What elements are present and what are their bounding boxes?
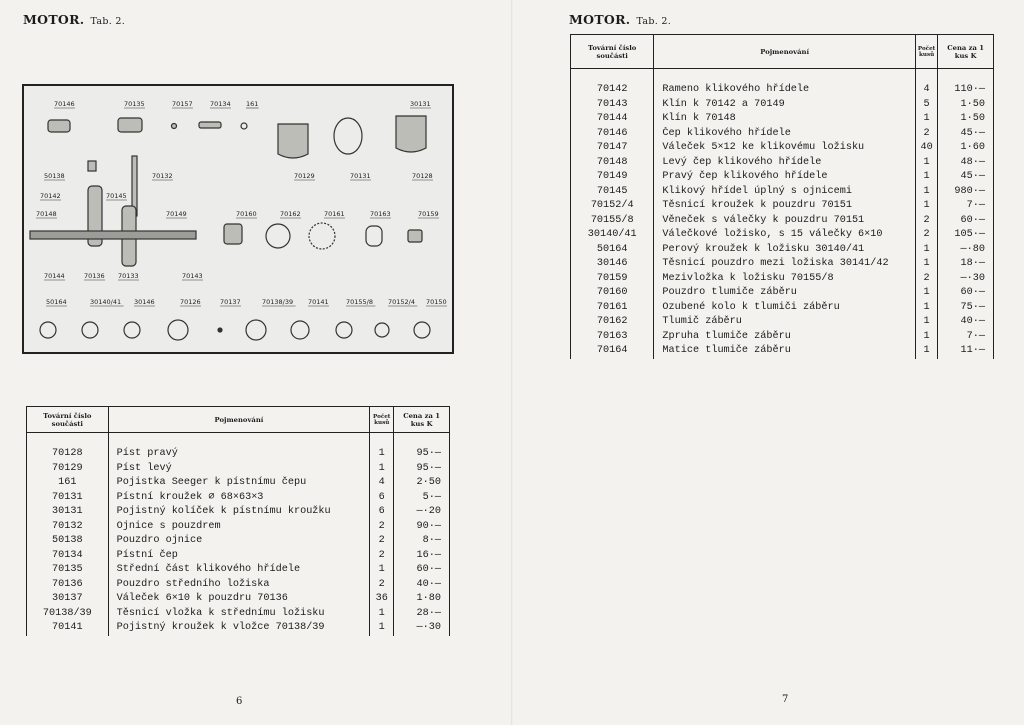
part-code: 70141 [27, 621, 109, 636]
table-row [27, 549, 450, 564]
part-quantity: 2 [370, 520, 394, 535]
part-code: 30146 [571, 257, 654, 272]
part-quantity: 6 [370, 491, 394, 506]
part-code: 70149 [571, 170, 654, 185]
rod-bush-part [88, 161, 96, 171]
part-quantity: 1 [370, 462, 394, 477]
heading-title: MOTOR. [23, 12, 85, 27]
table-row [571, 185, 994, 200]
part-name: Ojnice s pouzdrem [108, 520, 370, 535]
part-price: 48·— [938, 156, 994, 171]
figure-callout-label: 70141 [308, 298, 329, 306]
part-code: 70142 [571, 83, 654, 98]
figure-callout-label: 50164 [46, 298, 67, 306]
part-price: —·20 [394, 505, 450, 520]
left-page-number: 6 [236, 696, 243, 707]
table-row [571, 301, 994, 316]
part-code: 70162 [571, 315, 654, 330]
parts-drawing [24, 86, 452, 352]
part-name: Pístní kroužek ⌀ 68×63×3 [108, 491, 370, 506]
table-row [27, 563, 450, 578]
part-price: 11·— [938, 344, 994, 359]
part-code: 70155/8 [571, 214, 654, 229]
figure-callout-label: 70126 [180, 298, 201, 306]
figure-callout-label: 70133 [118, 272, 139, 280]
part-price: 95·— [394, 447, 450, 462]
table-row [571, 83, 994, 98]
figure-callout-label: 70155/8 [346, 298, 374, 306]
part-code: 161 [27, 476, 109, 491]
crankshaft-part [30, 231, 196, 239]
part-price: —·80 [938, 243, 994, 258]
table-row [571, 286, 994, 301]
part-price: 7·— [938, 199, 994, 214]
figure-callout-label: 30146 [134, 298, 155, 306]
ring-part-3 [124, 322, 140, 338]
part-quantity: 2 [915, 127, 937, 142]
figure-callout-label: 70161 [324, 210, 345, 218]
gear-part [309, 223, 335, 249]
figure-callout-label: 30140/41 [90, 298, 122, 306]
figure-callout-label: 70135 [124, 100, 145, 108]
figure-callout-label: 70144 [44, 272, 65, 280]
part-name: Levý čep klikového hřídele [654, 156, 916, 171]
part-name: Čep klikového hřídele [654, 127, 916, 142]
table-row [571, 330, 994, 345]
table-row [571, 257, 994, 272]
header-price: Cena za 1 kus K [938, 35, 994, 69]
part-code: 70152/4 [571, 199, 654, 214]
table-row [571, 344, 994, 359]
ring-part-9 [414, 322, 430, 338]
part-price: 1·50 [938, 98, 994, 113]
table-row [27, 447, 450, 462]
ring-part-2 [82, 322, 98, 338]
page-gutter [511, 0, 513, 725]
part-code: 30131 [27, 505, 109, 520]
damper-housing-part [224, 224, 242, 244]
part-code: 70128 [27, 447, 109, 462]
part-quantity: 6 [370, 505, 394, 520]
table-row [27, 491, 450, 506]
part-code: 30140/41 [571, 228, 654, 243]
table-row [571, 214, 994, 229]
part-quantity: 36 [370, 592, 394, 607]
table-row [27, 592, 450, 607]
figure-callout-label: 70134 [210, 100, 231, 108]
part-code: 50164 [571, 243, 654, 258]
table-row [27, 520, 450, 535]
table-row [571, 272, 994, 287]
table-row [571, 228, 994, 243]
figure-callout-label: 70157 [172, 100, 193, 108]
part-name: Pojistka Seeger k pístnímu čepu [108, 476, 370, 491]
part-name: Pístní čep [108, 549, 370, 564]
part-name: Pojistný kolíček k pístnímu kroužku [108, 505, 370, 520]
part-code: 70163 [571, 330, 654, 345]
figure-callout-label: 70137 [220, 298, 241, 306]
table-row [571, 243, 994, 258]
part-price: 2·50 [394, 476, 450, 491]
part-price: 45·— [938, 170, 994, 185]
part-code: 70138/39 [27, 607, 109, 622]
right-parts-table [570, 34, 994, 359]
heading-tab: Tab. 2. [90, 16, 126, 27]
part-name: Klikový hřídel úplný s ojnicemi [654, 185, 916, 200]
header-name: Pojmenování [654, 35, 916, 69]
figure-callout-label: 70128 [412, 172, 433, 180]
figure-callout-label: 70149 [166, 210, 187, 218]
figure-callout-label: 70131 [350, 172, 371, 180]
part-price: 28·— [394, 607, 450, 622]
part-quantity: 1 [370, 563, 394, 578]
table-row [27, 534, 450, 549]
crank-center-part [118, 118, 142, 132]
part-quantity: 2 [370, 549, 394, 564]
part-name: Píst pravý [108, 447, 370, 462]
right-page-heading [569, 12, 671, 27]
table-row [27, 578, 450, 593]
part-price: 75·— [938, 301, 994, 316]
part-name: Váleček 6×10 k pouzdru 70136 [108, 592, 370, 607]
part-code: 30137 [27, 592, 109, 607]
key-part [172, 124, 177, 129]
figure-callout-label: 70129 [294, 172, 315, 180]
table-row [571, 199, 994, 214]
piston-pin-part [199, 122, 221, 128]
part-price: 16·— [394, 549, 450, 564]
parts-illustration [22, 84, 454, 354]
ring-part-4 [168, 320, 188, 340]
ring-part-1 [40, 322, 56, 338]
part-code: 50138 [27, 534, 109, 549]
part-price: 1·60 [938, 141, 994, 156]
part-name: Perový kroužek k ložisku 30140/41 [654, 243, 916, 258]
part-price: 105·— [938, 228, 994, 243]
part-quantity: 1 [370, 447, 394, 462]
part-quantity: 4 [915, 83, 937, 98]
table-row [571, 315, 994, 330]
part-quantity: 1 [915, 344, 937, 359]
figure-callout-label: 70142 [40, 192, 61, 200]
part-quantity: 2 [915, 272, 937, 287]
figure-callout-label: 70132 [152, 172, 173, 180]
part-quantity: 1 [370, 607, 394, 622]
table-spacer-row [27, 433, 450, 448]
part-quantity: 1 [915, 170, 937, 185]
part-name: Válečkové ložisko, s 15 válečky 6×10 [654, 228, 916, 243]
table-row [571, 170, 994, 185]
part-price: 18·— [938, 257, 994, 272]
table-row [27, 607, 450, 622]
right-page-number: 7 [782, 694, 789, 705]
figure-callout-label: 70159 [418, 210, 439, 218]
part-name: Klín k 70148 [654, 112, 916, 127]
figure-callout-label: 70143 [182, 272, 203, 280]
table-row [27, 476, 450, 491]
part-name: Pouzdro ojnice [108, 534, 370, 549]
heading-title: MOTOR. [569, 12, 631, 27]
part-price: —·30 [938, 272, 994, 287]
part-quantity: 2 [915, 214, 937, 229]
header-code: Tovární číslo součásti [571, 35, 654, 69]
header-price: Cena za 1 kus K [394, 407, 450, 433]
part-code: 70143 [571, 98, 654, 113]
part-price: —·30 [394, 621, 450, 636]
part-price: 7·— [938, 330, 994, 345]
part-name: Pojistný kroužek k vložce 70138/39 [108, 621, 370, 636]
figure-callout-label: 70136 [84, 272, 105, 280]
figure-callout-label: 30131 [410, 100, 431, 108]
part-code: 70131 [27, 491, 109, 506]
piston-ring-part [334, 118, 362, 154]
part-name: Pouzdro tlumiče záběru [654, 286, 916, 301]
part-code: 70147 [571, 141, 654, 156]
header-code: Tovární číslo součásti [27, 407, 109, 433]
table-row [27, 462, 450, 477]
part-quantity: 1 [915, 330, 937, 345]
part-quantity: 1 [915, 257, 937, 272]
left-page-heading [23, 12, 125, 27]
part-price: 95·— [394, 462, 450, 477]
part-name: Pravý čep klikového hřídele [654, 170, 916, 185]
part-code: 70161 [571, 301, 654, 316]
part-price: 5·— [394, 491, 450, 506]
figure-callout-label: 70146 [54, 100, 75, 108]
circlip-part [241, 123, 247, 129]
part-quantity: 1 [915, 243, 937, 258]
part-price: 110·— [938, 83, 994, 98]
part-code: 70146 [571, 127, 654, 142]
part-name: Těsnicí vložka k střednímu ložisku [108, 607, 370, 622]
ring-part-5 [246, 320, 266, 340]
ring-part-8 [375, 323, 389, 337]
part-price: 40·— [394, 578, 450, 593]
part-name: Mezivložka k ložisku 70155/8 [654, 272, 916, 287]
figure-callout-label: 70162 [280, 210, 301, 218]
part-code: 70164 [571, 344, 654, 359]
part-price: 1·50 [938, 112, 994, 127]
figure-callout-label: 50138 [44, 172, 65, 180]
part-quantity: 1 [915, 286, 937, 301]
part-name: Těsnicí pouzdro mezi ložiska 30141/42 [654, 257, 916, 272]
table-row [27, 621, 450, 636]
part-code: 70148 [571, 156, 654, 171]
crank-pin-part [48, 120, 70, 132]
header-name: Pojmenování [108, 407, 370, 433]
table-row [571, 98, 994, 113]
part-code: 70145 [571, 185, 654, 200]
header-qty: Počet kusů [370, 407, 394, 433]
ring-part-7 [336, 322, 352, 338]
part-price: 40·— [938, 315, 994, 330]
part-price: 90·— [394, 520, 450, 535]
part-code: 70132 [27, 520, 109, 535]
part-code: 70136 [27, 578, 109, 593]
part-quantity: 2 [370, 534, 394, 549]
part-code: 70134 [27, 549, 109, 564]
table-row [27, 505, 450, 520]
part-price: 60·— [938, 214, 994, 229]
figure-callout-label: 70145 [106, 192, 127, 200]
part-quantity: 1 [370, 621, 394, 636]
part-name: Střední část klikového hřídele [108, 563, 370, 578]
part-name: Těsnicí kroužek k pouzdru 70151 [654, 199, 916, 214]
part-name: Ozubené kolo k tlumiči záběru [654, 301, 916, 316]
part-price: 60·— [938, 286, 994, 301]
table-spacer-row [571, 69, 994, 84]
header-qty: Počet kusů [915, 35, 937, 69]
figure-callout-label: 70138/39 [262, 298, 294, 306]
table-row [571, 127, 994, 142]
figure-callout-label: 70160 [236, 210, 257, 218]
part-name: Píst levý [108, 462, 370, 477]
part-code: 70129 [27, 462, 109, 477]
part-code: 70159 [571, 272, 654, 287]
spring-part [366, 226, 382, 246]
part-price: 1·80 [394, 592, 450, 607]
part-name: Věneček s válečky k pouzdru 70151 [654, 214, 916, 229]
part-quantity: 1 [915, 301, 937, 316]
piston-left-part [278, 124, 308, 158]
part-price: 980·— [938, 185, 994, 200]
part-code: 70135 [27, 563, 109, 578]
part-price: 60·— [394, 563, 450, 578]
part-quantity: 1 [915, 315, 937, 330]
table-row [571, 156, 994, 171]
part-quantity: 1 [915, 199, 937, 214]
part-quantity: 40 [915, 141, 937, 156]
part-quantity: 1 [915, 112, 937, 127]
ring-part-6 [291, 321, 309, 339]
figure-callout-label: 70148 [36, 210, 57, 218]
left-parts-table [26, 406, 450, 636]
part-quantity: 5 [915, 98, 937, 113]
part-quantity: 1 [915, 156, 937, 171]
roller-part [218, 328, 222, 332]
part-code: 70144 [571, 112, 654, 127]
part-name: Tlumič záběru [654, 315, 916, 330]
part-name: Váleček 5×12 ke klikovému ložisku [654, 141, 916, 156]
figure-callout-label: 70163 [370, 210, 391, 218]
damper-part [266, 224, 290, 248]
part-name: Pouzdro středního ložiska [108, 578, 370, 593]
part-quantity: 1 [915, 185, 937, 200]
figure-callout-label: 70152/4 [388, 298, 416, 306]
part-price: 8·— [394, 534, 450, 549]
piston-right-part [396, 116, 426, 152]
part-price: 45·— [938, 127, 994, 142]
table-row [571, 141, 994, 156]
part-name: Klín k 70142 a 70149 [654, 98, 916, 113]
part-code: 70160 [571, 286, 654, 301]
figure-callout-label: 70150 [426, 298, 447, 306]
part-name: Matice tlumiče záběru [654, 344, 916, 359]
table-row [571, 112, 994, 127]
nut-part [408, 230, 422, 242]
heading-tab: Tab. 2. [636, 16, 672, 27]
part-quantity: 2 [370, 578, 394, 593]
part-name: Zpruha tlumiče záběru [654, 330, 916, 345]
part-name: Rameno klikového hřídele [654, 83, 916, 98]
part-quantity: 2 [915, 228, 937, 243]
figure-callout-label: 161 [246, 100, 259, 108]
part-quantity: 4 [370, 476, 394, 491]
